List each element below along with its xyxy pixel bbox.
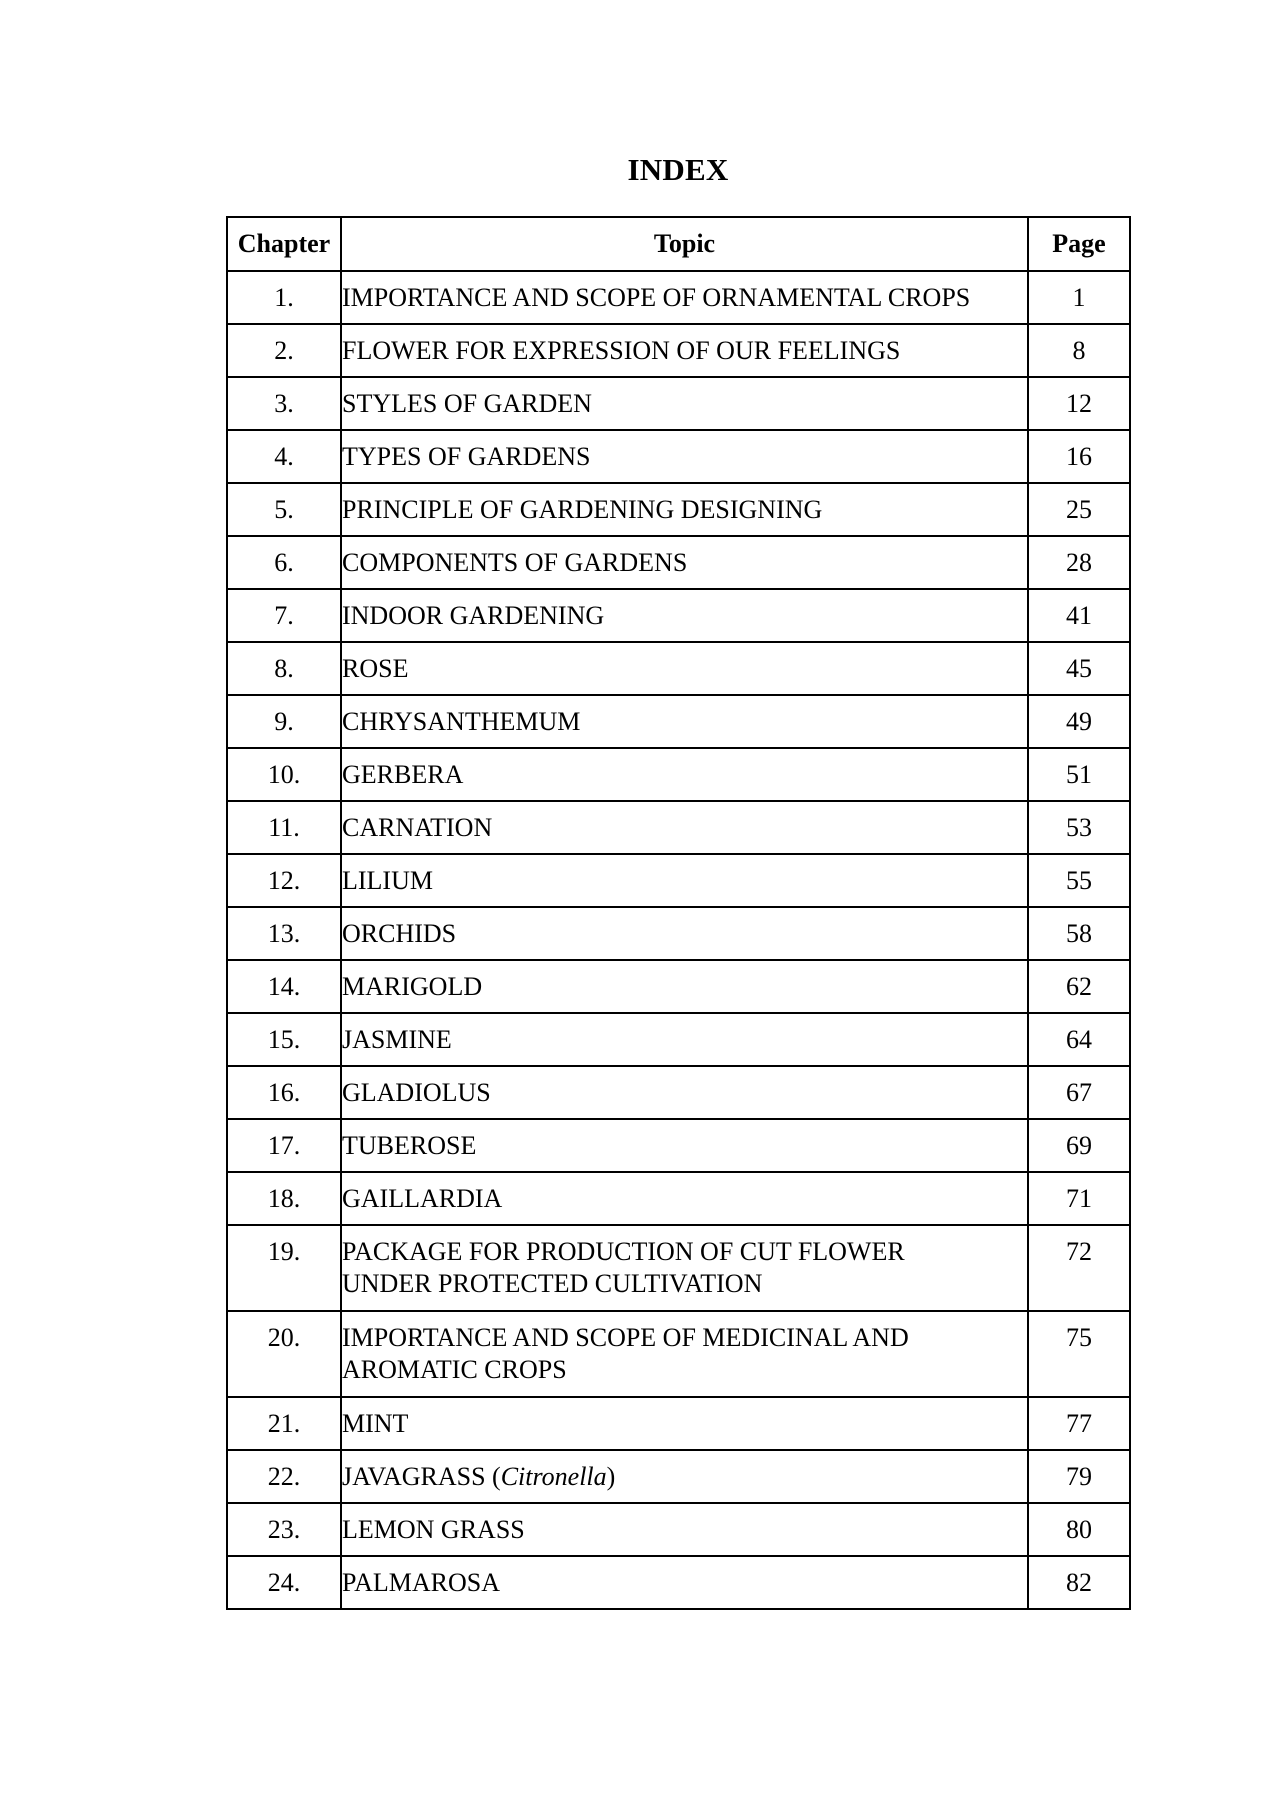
topic-line-2: AROMATIC CROPS xyxy=(342,1355,567,1384)
topic-title: PALMAROSA xyxy=(341,1556,1028,1609)
chapter-number: 18. xyxy=(227,1172,341,1225)
chapter-number: 16. xyxy=(227,1066,341,1119)
topic-title: COMPONENTS OF GARDENS xyxy=(341,536,1028,589)
table-row xyxy=(227,483,1130,536)
topic-title: LEMON GRASS xyxy=(341,1503,1028,1556)
index-table xyxy=(226,216,1131,1610)
topic-italic-name: Citronella xyxy=(500,1461,607,1491)
chapter-number: 5. xyxy=(227,483,341,536)
chapter-number: 9. xyxy=(227,695,341,748)
chapter-number: 23. xyxy=(227,1503,341,1556)
chapter-number: 14. xyxy=(227,960,341,1013)
topic-title: INDOOR GARDENING xyxy=(341,589,1028,642)
page-number: 69 xyxy=(1028,1119,1130,1172)
chapter-number: 19. xyxy=(227,1225,341,1311)
page-number: 82 xyxy=(1028,1556,1130,1609)
table-row xyxy=(227,536,1130,589)
table-row xyxy=(227,960,1130,1013)
topic-title: GERBERA xyxy=(341,748,1028,801)
table-row xyxy=(227,377,1130,430)
chapter-number: 3. xyxy=(227,377,341,430)
table-row xyxy=(227,1311,1130,1397)
page-number: 25 xyxy=(1028,483,1130,536)
chapter-number: 6. xyxy=(227,536,341,589)
table-row xyxy=(227,695,1130,748)
page-number: 62 xyxy=(1028,960,1130,1013)
page-number: 16 xyxy=(1028,430,1130,483)
topic-title: FLOWER FOR EXPRESSION OF OUR FEELINGS xyxy=(341,324,1028,377)
page-number: 53 xyxy=(1028,801,1130,854)
chapter-number: 22. xyxy=(227,1450,341,1503)
table-row xyxy=(227,1450,1130,1503)
table-row xyxy=(227,1119,1130,1172)
topic-end: ) xyxy=(606,1461,616,1491)
table-row xyxy=(227,589,1130,642)
table-row xyxy=(227,748,1130,801)
chapter-number: 21. xyxy=(227,1397,341,1450)
topic-title: CARNATION xyxy=(341,801,1028,854)
page-number: 8 xyxy=(1028,324,1130,377)
table-row xyxy=(227,324,1130,377)
table-row xyxy=(227,1013,1130,1066)
table-row xyxy=(227,801,1130,854)
page-number: 58 xyxy=(1028,907,1130,960)
topic-title: ROSE xyxy=(341,642,1028,695)
page-title: INDEX xyxy=(627,152,729,187)
page-number: 12 xyxy=(1028,377,1130,430)
chapter-number: 8. xyxy=(227,642,341,695)
topic-line-1: IMPORTANCE AND SCOPE OF MEDICINAL AND xyxy=(342,1323,909,1352)
page-number: 64 xyxy=(1028,1013,1130,1066)
page-number: 67 xyxy=(1028,1066,1130,1119)
chapter-number: 24. xyxy=(227,1556,341,1609)
table-row xyxy=(227,1397,1130,1450)
page-number: 71 xyxy=(1028,1172,1130,1225)
page-column-header: Page xyxy=(1028,217,1130,271)
table-row xyxy=(227,1172,1130,1225)
topic-title xyxy=(341,1225,1028,1311)
topic-title: GAILLARDIA xyxy=(341,1172,1028,1225)
topic-title: CHRYSANTHEMUM xyxy=(341,695,1028,748)
table-row xyxy=(227,430,1130,483)
chapter-number: 2. xyxy=(227,324,341,377)
chapter-number: 10. xyxy=(227,748,341,801)
topic-title: ORCHIDS xyxy=(341,907,1028,960)
page-number: 79 xyxy=(1028,1450,1130,1503)
chapter-number: 20. xyxy=(227,1311,341,1397)
topic-title: TUBEROSE xyxy=(341,1119,1028,1172)
chapter-number: 13. xyxy=(227,907,341,960)
chapter-number: 12. xyxy=(227,854,341,907)
topic-column-header: Topic xyxy=(341,217,1028,271)
table-row xyxy=(227,1225,1130,1311)
topic-line-2: UNDER PROTECTED CULTIVATION xyxy=(342,1269,763,1298)
topic-title: MINT xyxy=(341,1397,1028,1450)
table-row xyxy=(227,271,1130,324)
page-number: 77 xyxy=(1028,1397,1130,1450)
topic-title: IMPORTANCE AND SCOPE OF ORNAMENTAL CROPS xyxy=(341,271,1028,324)
table-row xyxy=(227,642,1130,695)
page-number: 41 xyxy=(1028,589,1130,642)
topic-title: STYLES OF GARDEN xyxy=(341,377,1028,430)
topic-title: LILIUM xyxy=(341,854,1028,907)
page-number: 49 xyxy=(1028,695,1130,748)
topic-title: GLADIOLUS xyxy=(341,1066,1028,1119)
chapter-number: 17. xyxy=(227,1119,341,1172)
page-number: 51 xyxy=(1028,748,1130,801)
table-row xyxy=(227,1066,1130,1119)
page-number: 80 xyxy=(1028,1503,1130,1556)
chapter-number: 1. xyxy=(227,271,341,324)
chapter-number: 7. xyxy=(227,589,341,642)
page-number: 1 xyxy=(1028,271,1130,324)
page-number: 55 xyxy=(1028,854,1130,907)
page-number: 28 xyxy=(1028,536,1130,589)
topic-title: TYPES OF GARDENS xyxy=(341,430,1028,483)
chapter-number: 11. xyxy=(227,801,341,854)
table-row xyxy=(227,854,1130,907)
table-header-row xyxy=(227,217,1130,271)
table-row xyxy=(227,1503,1130,1556)
topic-title: JASMINE xyxy=(341,1013,1028,1066)
page-number: 72 xyxy=(1028,1225,1130,1311)
chapter-column-header: Chapter xyxy=(227,217,341,271)
chapter-number: 15. xyxy=(227,1013,341,1066)
page-number: 75 xyxy=(1028,1311,1130,1397)
page-number: 45 xyxy=(1028,642,1130,695)
topic-line-1: PACKAGE FOR PRODUCTION OF CUT FLOWER xyxy=(342,1237,905,1266)
table-row xyxy=(227,1556,1130,1609)
chapter-number: 4. xyxy=(227,430,341,483)
table-row xyxy=(227,907,1130,960)
topic-title: MARIGOLD xyxy=(341,960,1028,1013)
topic-title xyxy=(341,1450,1028,1503)
topic-title xyxy=(341,1311,1028,1397)
topic-title: PRINCIPLE OF GARDENING DESIGNING xyxy=(341,483,1028,536)
topic-main: JAVAGRASS ( xyxy=(342,1461,501,1491)
